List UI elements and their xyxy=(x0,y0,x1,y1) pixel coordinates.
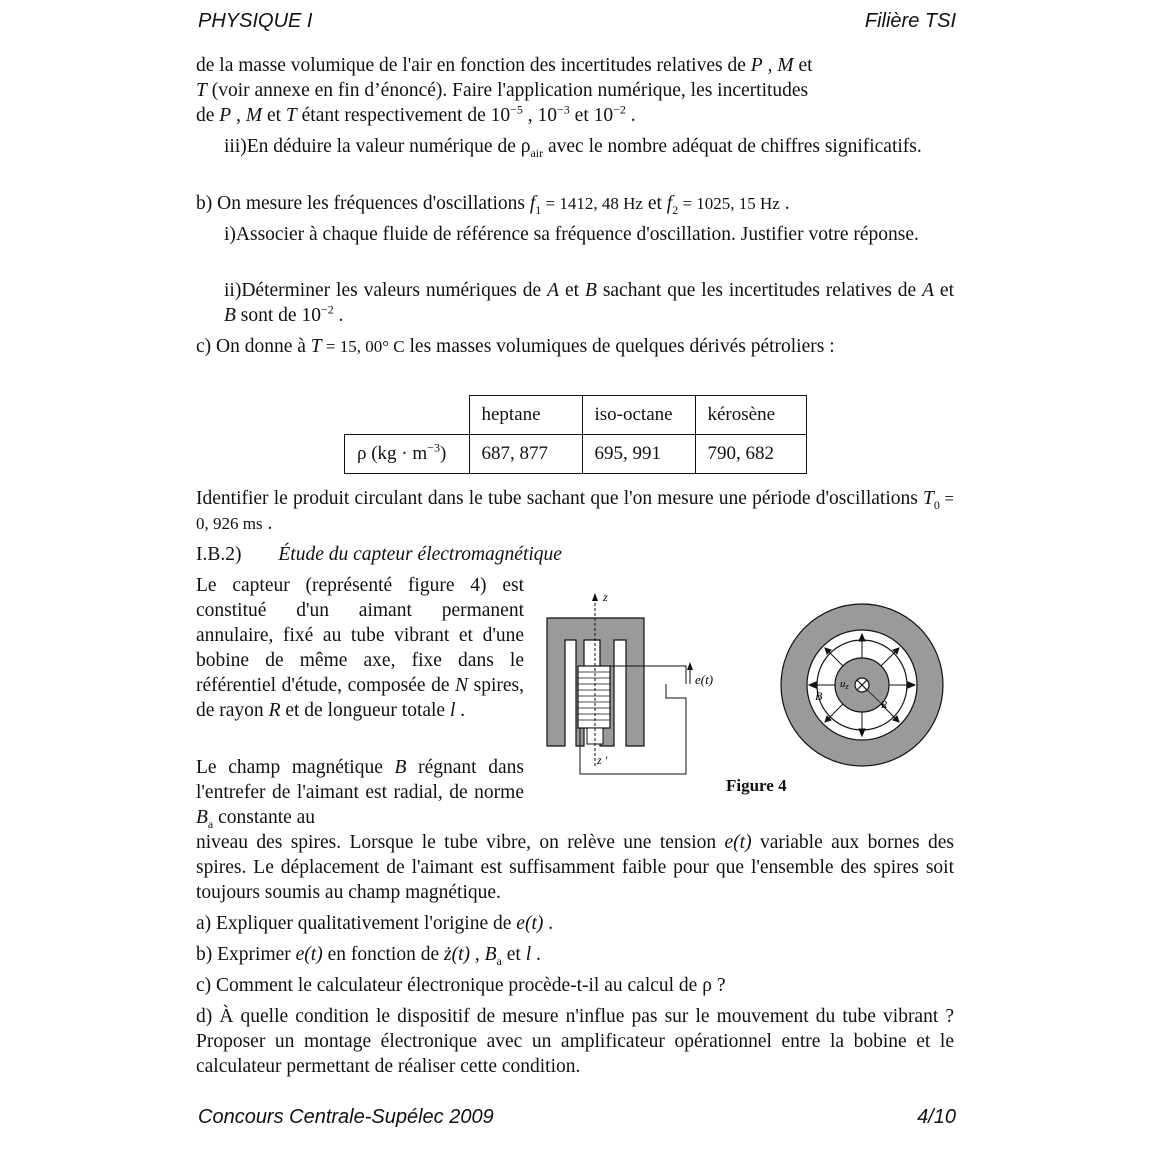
paragraph-champ: Le champ magnétique B régnant dans l'entrefer de l'aimant est radial, de norme $B_a$ constante au xyxy=(196,757,525,831)
question-identify: Identifier le produit circulant dans le tube sachant que l'on mesure une période d'oscillations $T_0 = 0$, 926 ms . xyxy=(196,488,954,534)
table-header: iso-octane xyxy=(582,396,695,435)
table-cell: 695, 991 xyxy=(582,435,695,474)
header-right: Filière TSI xyxy=(864,10,956,32)
section-number: I.B.2) xyxy=(196,544,242,565)
question-c: c) On donne à T = 15, 00° C les masses volumiques de quelques dérivés pétroliers : xyxy=(196,336,835,357)
figure-4-diagram xyxy=(540,588,960,784)
table-row xyxy=(345,435,807,474)
table-corner xyxy=(345,396,470,435)
label-e-of-t: e(t) xyxy=(695,672,714,687)
paragraph-tension: niveau des spires. Lorsque le tube vibre, on relève une tension e(t) variable aux bornes des spires. Le déplacement de l'aimant est suffisamment faible pour que l'ensemble des spires soit toujours soumis au champ magnétique. xyxy=(196,832,954,903)
table-cell: 790, 682 xyxy=(695,435,806,474)
magnet-cross-section xyxy=(547,593,693,774)
question-iii: iii)En déduire la valeur numérique de $\rho_{air}$ avec le nombre adéquat de chiffres significatifs. xyxy=(224,136,922,160)
question-b: b) On mesure les fréquences d'oscillations $f_1 = 1412$, 48 Hz et $f_2 = 1025$, 15 Hz . xyxy=(196,193,790,217)
table-cell: 687, 877 xyxy=(469,435,582,474)
density-table xyxy=(344,395,807,474)
footer-right: 4/10 xyxy=(917,1106,956,1128)
question-d2: d) À quelle condition le dispositif de mesure n'influe pas sur le mouvement du tube vibrant ? Proposer un montage électronique avec un amplificateur opérationnel entre la bobine et le calculateur permettant de réaliser cette condition. xyxy=(196,1006,954,1077)
question-b2: b) Exprimer e(t) en fonction de ż(t) , $B_a$ et l . xyxy=(196,944,541,968)
figure-caption: Figure 4 xyxy=(726,776,787,795)
footer-left: Concours Centrale-Supélec 2009 xyxy=(198,1106,494,1128)
question-b-i: i)Associer à chaque fluide de référence sa fréquence d'oscillation. Justifier votre réponse. xyxy=(224,224,919,245)
header-left: PHYSIQUE I xyxy=(198,10,313,32)
table-header: kérosène xyxy=(695,396,806,435)
magnet-top-view xyxy=(781,604,943,766)
section-heading xyxy=(196,542,954,567)
label-z: z xyxy=(603,590,608,604)
table-header-row xyxy=(345,396,807,435)
section-title: Étude du capteur électromagnétique xyxy=(278,544,562,565)
label-z-prime: z ' xyxy=(597,753,608,767)
question-c2: c) Comment le calculateur électronique procède-t-il au calcul de ρ ? xyxy=(196,975,726,996)
question-b-ii: ii)Déterminer les valeurs numériques de A et B sachant que les incertitudes relatives de A et B sont de $10^{-2}$ . xyxy=(224,280,954,326)
table-row-label: ρ $(kg \cdot m^{-3})$ xyxy=(345,435,470,474)
paragraph-incertitudes: de la masse volumique de l'air en fonction des incertitudes relatives de P , M et T (voir annexe en fin d’énoncé). Faire l'application numérique, les incertitudes de P , M et T étant respectivement de $10^{-5}$ , $10^{-3}$ et $10^{-2}$ . xyxy=(196,55,813,126)
label-uz: uz xyxy=(840,678,849,691)
table-header: heptane xyxy=(469,396,582,435)
label-B: B xyxy=(815,689,823,703)
paragraph-capteur: Le capteur (représenté figure 4) est constitué d'un aimant permanent annulaire, fixé au tube vibrant et d'une bobine de même axe, fixe dans le référentiel d'étude, composée de N spires, de rayon R et de longueur totale l . xyxy=(196,575,524,721)
question-a2: a) Expliquer qualitativement l'origine de e(t) . xyxy=(196,913,554,934)
label-R: R xyxy=(881,700,888,711)
